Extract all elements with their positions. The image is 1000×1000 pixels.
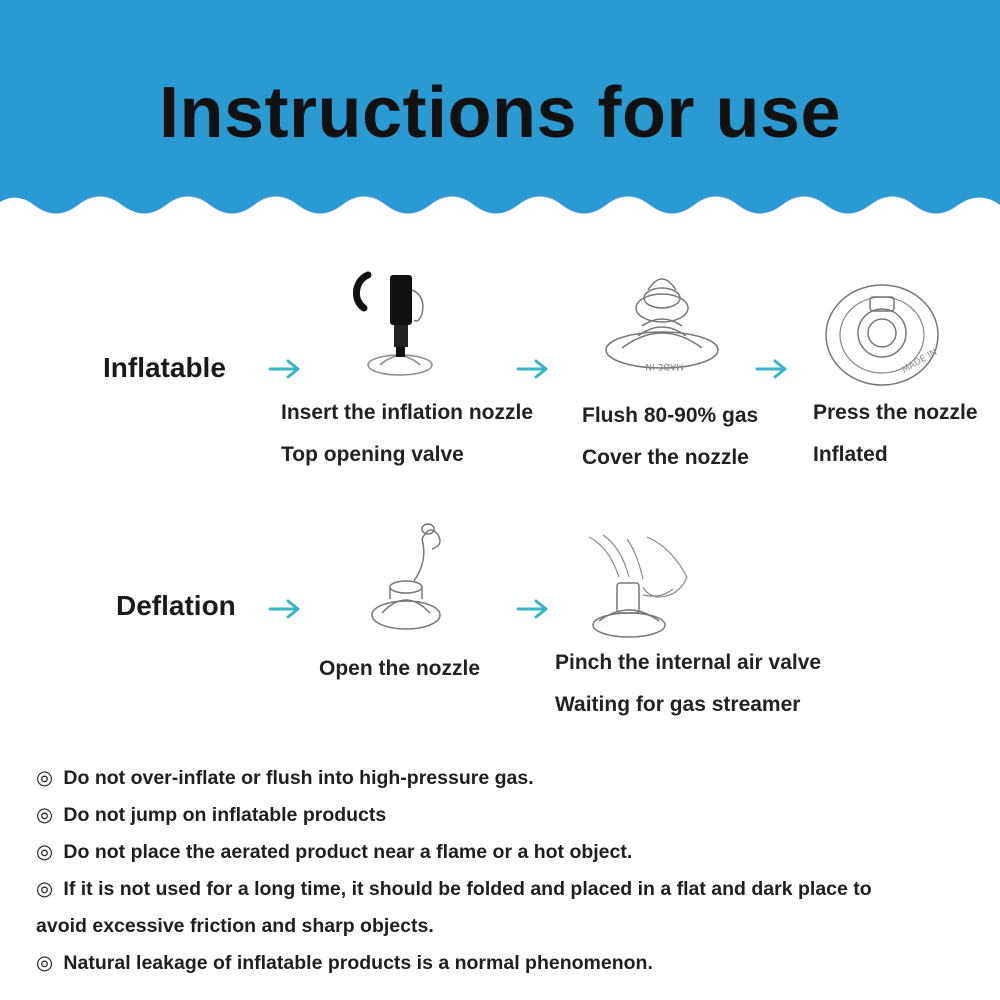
inflation-nozzle-insert-illustration (340, 270, 450, 385)
title-banner (0, 0, 1000, 230)
note-continuation: avoid excessive friction and sharp objects. (36, 915, 434, 937)
bullet-icon: ◎ (36, 841, 54, 863)
valve-embossed-text: MADE IN (900, 347, 940, 376)
arrow-right-icon (516, 358, 550, 380)
bullet-icon: ◎ (36, 952, 54, 974)
step-caption: Press the nozzle (813, 401, 978, 424)
note-item (36, 945, 976, 982)
page-title: Instructions for use (158, 73, 842, 153)
note-item (36, 834, 976, 871)
valve-flush-illustration (600, 268, 730, 383)
note-text: Do not over-inflate or flush into high-pressure gas. (63, 767, 534, 789)
valve-top-view-illustration (822, 283, 944, 393)
note-item (36, 797, 976, 834)
pinch-valve-illustration (583, 533, 693, 643)
note-item (36, 760, 976, 797)
deflation-label: Deflation (116, 590, 236, 621)
open-nozzle-illustration (370, 515, 450, 635)
note-item (36, 871, 976, 908)
step-caption: Cover the nozzle (582, 446, 749, 469)
note-text: Do not jump on inflatable products (63, 804, 387, 826)
bullet-icon: ◎ (36, 878, 54, 900)
safety-notes (36, 760, 976, 982)
note-text: If it is not used for a long time, it should be folded and placed in a flat and dark place to (63, 878, 872, 900)
step-caption: Pinch the internal air valve (555, 651, 822, 674)
step-caption: Insert the inflation nozzle (281, 401, 534, 424)
arrow-right-icon (268, 358, 302, 380)
bullet-icon: ◎ (36, 804, 54, 826)
note-text: Natural leakage of inflatable products is a normal phenomenon. (63, 952, 653, 974)
inflatable-label: Inflatable (103, 352, 226, 383)
arrow-right-icon (755, 358, 789, 380)
arrow-right-icon (268, 598, 302, 620)
step-caption: Inflated (813, 443, 888, 466)
step-caption: Open the nozzle (319, 657, 481, 680)
step-caption: Top opening valve (281, 443, 464, 466)
valve-embossed-text: MADE IN (645, 361, 684, 371)
bullet-icon: ◎ (36, 767, 54, 789)
step-caption: Flush 80-90% gas (582, 404, 759, 427)
step-caption: Waiting for gas streamer (555, 693, 801, 716)
arrow-right-icon (516, 598, 550, 620)
note-text: Do not place the aerated product near a flame or a hot object. (63, 841, 633, 863)
